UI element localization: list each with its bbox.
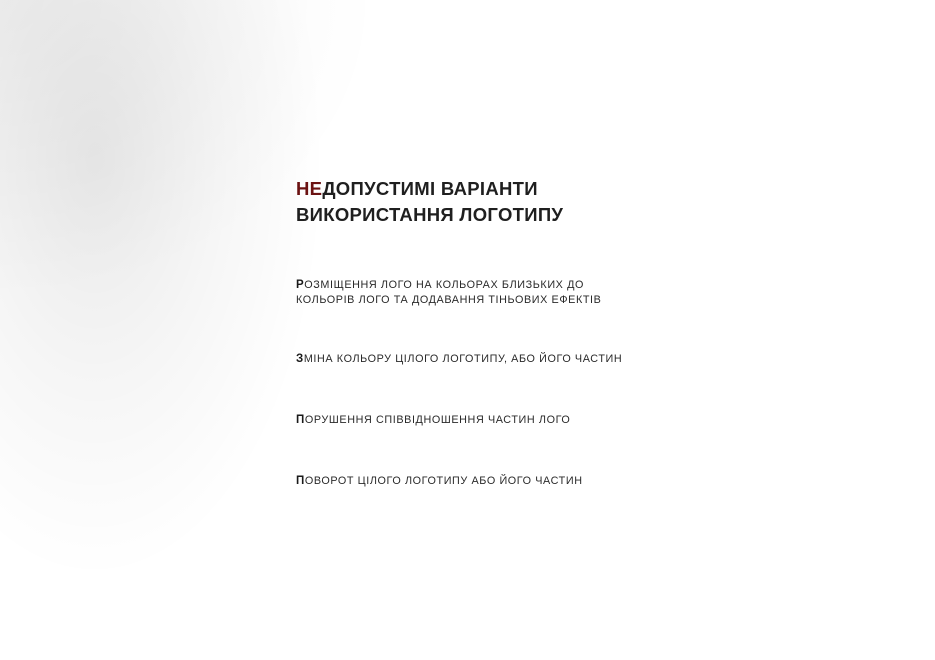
list-item-initial: Р: [296, 279, 305, 291]
title-line-1-text: ДОПУСТИМІ ВАРІАНТИ: [322, 178, 538, 199]
list-item-initial: П: [296, 475, 305, 487]
list-item-line: [296, 278, 856, 293]
content-block: [296, 176, 856, 489]
list-item-line: [296, 474, 856, 489]
list-item-text: ОВОРОТ ЦІЛОГО ЛОГОТИПУ АБО ЙОГО ЧАСТИН: [304, 475, 583, 487]
list-item-color-change: [296, 352, 856, 367]
list-item-text: ОЗМІЩЕННЯ ЛОГО НА КОЛЬОРАХ БЛИЗЬКИХ ДО: [304, 279, 584, 291]
list-item-line-2: КОЛЬОРІВ ЛОГО ТА ДОДАВАННЯ ТІНЬОВИХ ЕФЕКТІВ: [296, 294, 602, 306]
page-title: [296, 176, 856, 228]
list-item-line: [296, 352, 856, 367]
misuse-list: [296, 278, 856, 489]
title-line-1: [296, 176, 856, 202]
list-item-rotation: [296, 474, 856, 489]
list-item-text: ОРУШЕННЯ СПІВВІДНОШЕННЯ ЧАСТИН ЛОГО: [304, 414, 571, 426]
list-item-placement: [296, 278, 856, 308]
list-item-initial: П: [296, 414, 305, 426]
list-item-initial: З: [296, 353, 304, 365]
list-item-line: [296, 413, 856, 428]
list-item-text: МІНА КОЛЬОРУ ЦІЛОГО ЛОГОТИПУ, АБО ЙОГО ЧАСТИН: [303, 353, 623, 365]
list-item-proportions: [296, 413, 856, 428]
title-accent-prefix: НЕ: [296, 178, 323, 199]
title-line-2: ВИКОРИСТАННЯ ЛОГОТИПУ: [296, 204, 564, 225]
